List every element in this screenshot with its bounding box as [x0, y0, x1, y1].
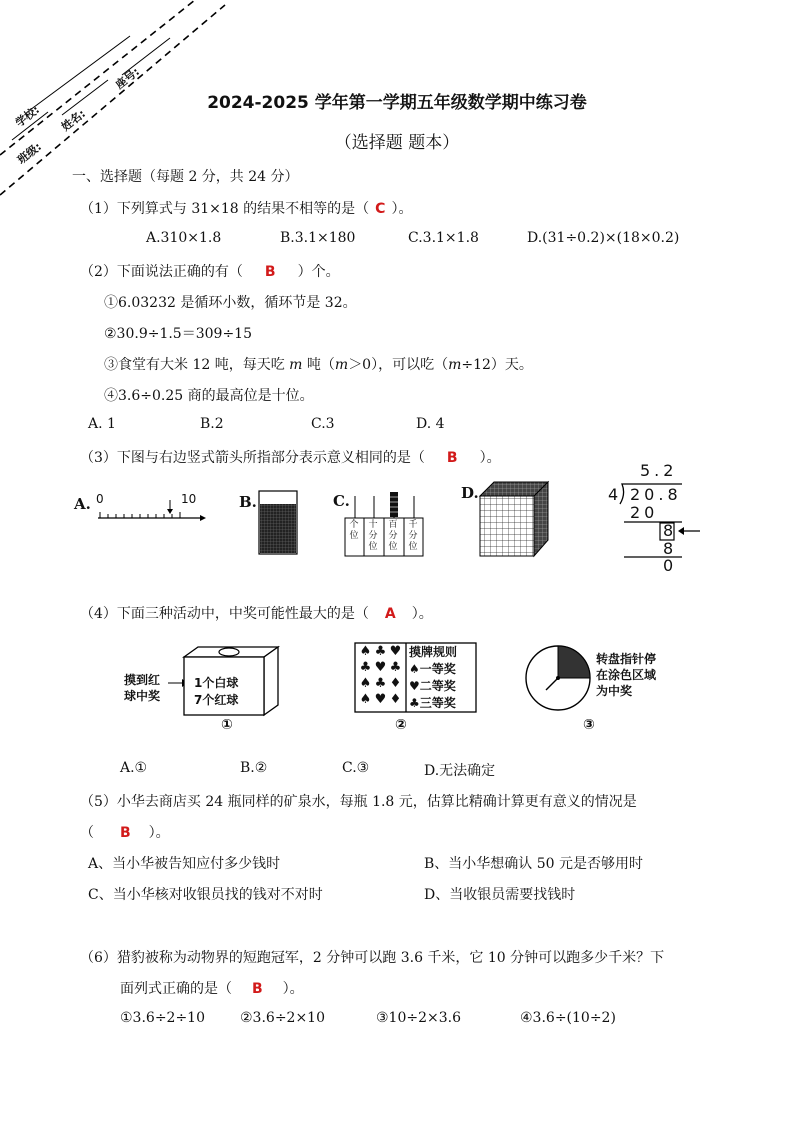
q3-answer: B: [446, 450, 458, 466]
q2-option-a: A. 1: [88, 416, 116, 432]
school-label: 学校:: [13, 103, 42, 130]
card-suit: ♣: [374, 676, 387, 691]
q3-label-d: D.: [461, 484, 479, 502]
abacus-col-tenths: 十分位: [368, 520, 378, 552]
division-dividend: 20.8: [630, 485, 682, 504]
q5-answer: B: [120, 825, 131, 841]
q6-option-4: ④3.6÷(10÷2): [520, 1010, 616, 1026]
q5-option-b: B、当小华想确认 50 元是否够用时: [424, 856, 644, 872]
division-divisor: 4: [608, 485, 619, 504]
spinner-number: ③: [583, 717, 595, 733]
q2-statement-2: ②30.9÷1.5＝309÷15: [104, 326, 252, 342]
q2-option-b: B.2: [200, 416, 224, 432]
card-suit: ♥: [374, 692, 387, 707]
abacus-col-ones: 个位: [349, 520, 359, 541]
q3-label-b: B.: [239, 493, 257, 511]
q4-answer: A: [384, 606, 396, 622]
q2-statement-4: ④3.6÷0.25 商的最高位是十位。: [104, 388, 314, 404]
q1-option-a: A.310×1.8: [146, 230, 222, 246]
q5-option-c: C、当小华核对收银员找的钱对不对时: [88, 887, 323, 903]
card-suit: ♦: [389, 692, 402, 707]
section-heading: 一、选择题（每题 2 分，共 24 分）: [72, 169, 299, 185]
card-suit: ♣: [359, 660, 372, 675]
q6-option-2: ②3.6÷2×10: [240, 1010, 325, 1026]
card-suit: ♠: [359, 692, 372, 707]
hundredths-bar: [258, 490, 300, 556]
q2-statement-3: ③食堂有大米 12 吨，每天吃 m 吨（m＞0），可以吃（m÷12）天。: [104, 357, 533, 373]
q5-option-a: A、当小华被告知应付多少钱时: [88, 856, 281, 872]
q6-answer: B: [252, 981, 263, 997]
card-suit: ♣: [374, 644, 387, 659]
thousand-cube: [478, 480, 550, 558]
division-quotient: 5.2: [640, 461, 678, 480]
box-number: ①: [221, 717, 233, 733]
q2-answer: B: [264, 264, 276, 280]
box-contents: 1个白球 7个红球: [194, 676, 239, 707]
q3-label-c: C.: [333, 492, 350, 510]
division-step-3: 8: [663, 539, 674, 558]
q1-answer: C: [375, 201, 386, 217]
division-step-4: 0: [663, 556, 674, 575]
q5-option-d: D、当收银员需要找钱时: [424, 887, 576, 903]
card-suits: [358, 644, 404, 708]
q1-option-d: D.(31÷0.2)×(18×0.2): [527, 230, 680, 246]
division-lines: [600, 460, 710, 578]
numberline-start: 0: [96, 492, 104, 506]
q5-stem: （5）小华去商店买 24 瓶同样的矿泉水，每瓶 1.8 元，估算比精确计算更有意义的情况是: [80, 794, 637, 810]
q1-stem: （1）下列算式与 31×18 的结果不相等的是（ C ）。: [80, 201, 413, 217]
q2-statement-1: ①6.03232 是循环小数，循环节是 32。: [104, 295, 357, 311]
numberline-end: 10: [181, 492, 197, 506]
q1-option-c: C.3.1×1.8: [408, 230, 479, 246]
card-suit: ♥: [389, 644, 402, 659]
card-suit: ♠: [359, 676, 372, 691]
abacus-col-hundredths: 百分位: [388, 520, 398, 552]
spinner-caption: 转盘指针停 在涂色区域 为中奖: [596, 652, 657, 698]
q4-option-a: A.①: [120, 760, 148, 776]
q4-option-b: B.②: [240, 760, 268, 776]
q1-option-b: B.3.1×180: [280, 230, 356, 246]
q3-label-a: A.: [74, 495, 91, 513]
card-rules: 摸牌规则 ♠一等奖 ♥二等奖 ♣三等奖: [409, 645, 458, 710]
card-suit: ♠: [359, 644, 372, 659]
card-suit: ♣: [389, 660, 402, 675]
q6-option-3: ③10÷2×3.6: [376, 1010, 461, 1026]
box-caption: 摸到红 球中奖: [124, 673, 161, 703]
division-step-1: 20: [630, 503, 659, 522]
page-subtitle: （选择题 题本）: [334, 133, 460, 153]
q3-stem: （3）下图与右边竖式箭头所指部分表示意义相同的是（ B ）。: [80, 450, 501, 466]
card-suit: ♦: [389, 676, 402, 691]
q4-option-d: D.无法确定: [424, 763, 496, 779]
spinner-wheel: [524, 644, 592, 712]
q2-option-c: C.3: [311, 416, 335, 432]
abacus-col-thousandths: 千分位: [408, 520, 418, 552]
q6-stem-2: 面列式正确的是（ B ）。: [120, 981, 304, 997]
seat-label: 座号:: [113, 65, 142, 92]
card-number: ②: [395, 717, 407, 733]
page-title: 2024-2025 学年第一学期五年级数学期中练习卷: [207, 93, 587, 113]
number-line: [94, 500, 206, 528]
division-step-2: 8: [663, 521, 674, 540]
q2-option-d: D. 4: [416, 416, 445, 432]
class-label: 班级:: [15, 140, 44, 167]
name-label: 姓名:: [59, 107, 88, 134]
q6-stem: （6）猎豹被称为动物界的短跑冠军，2 分钟可以跑 3.6 千米，它 10 分钟可以跑多少千米？下: [80, 950, 665, 966]
q5-answer-line: （ B ）。: [80, 825, 170, 841]
q6-option-1: ①3.6÷2÷10: [120, 1010, 205, 1026]
q2-stem: （2）下面说法正确的有（ B ）个。: [80, 264, 340, 280]
q4-stem: （4）下面三种活动中，中奖可能性最大的是（ A ）。: [80, 606, 433, 622]
q4-option-c: C.③: [342, 760, 370, 776]
card-suit: ♥: [374, 660, 387, 675]
